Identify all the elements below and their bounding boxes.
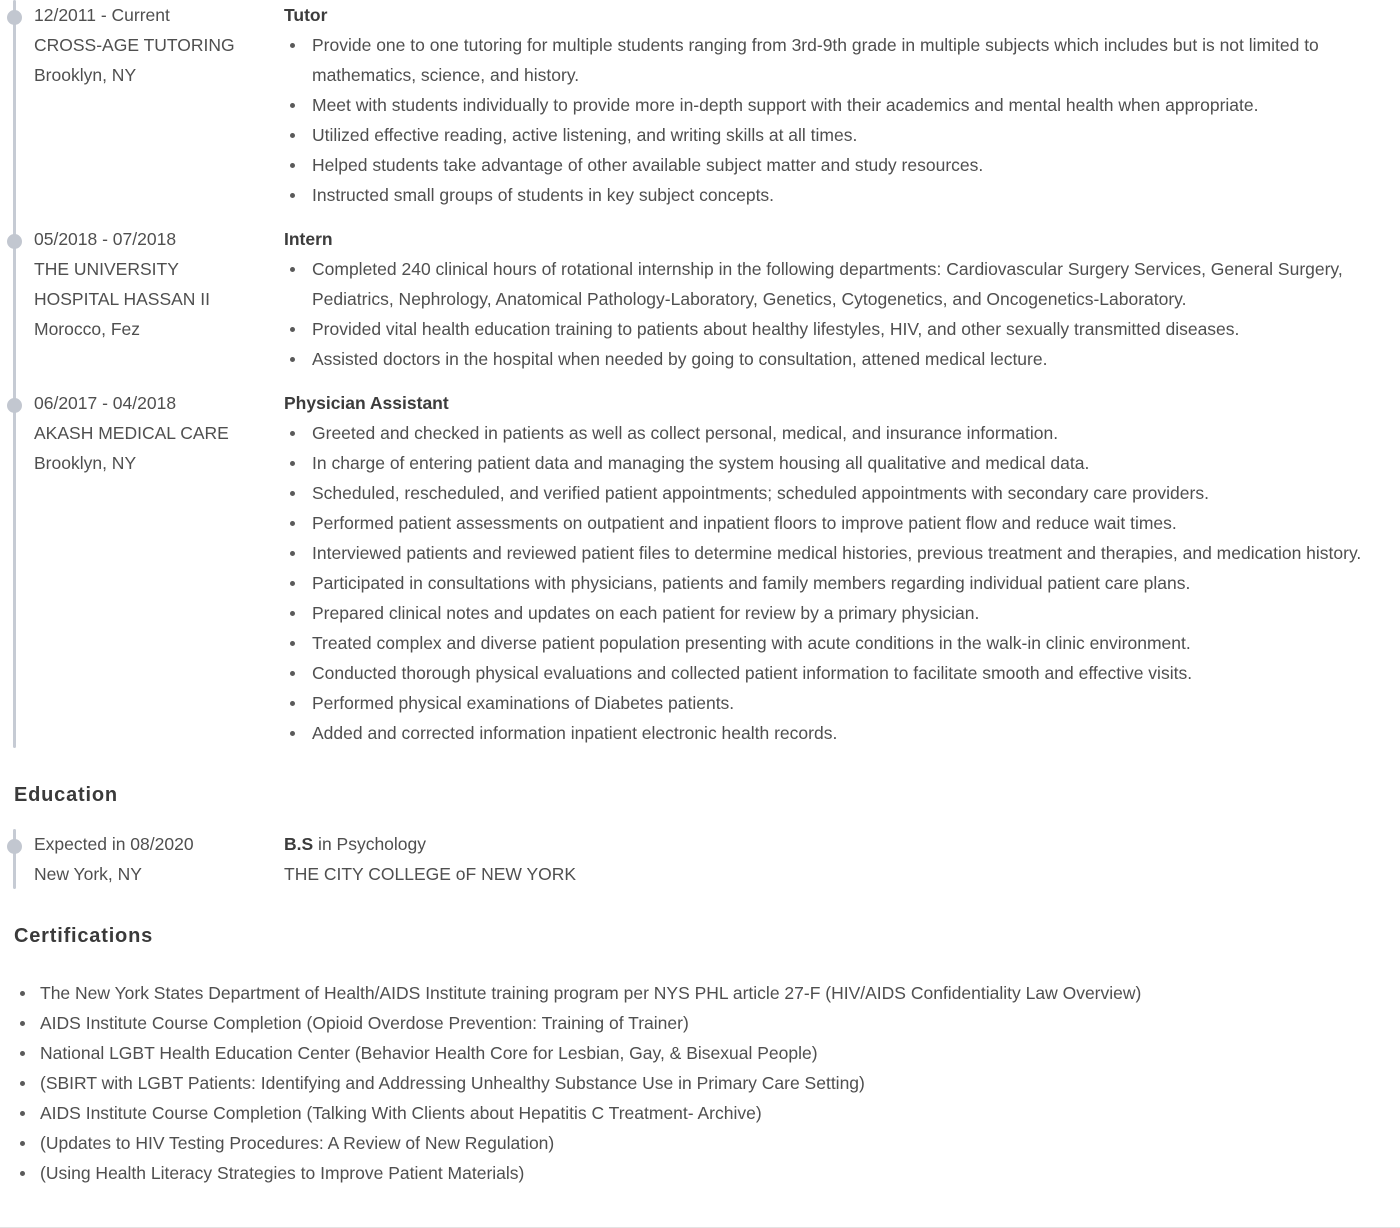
experience-duty-item: Completed 240 clinical hours of rotational internship in the following departments: Cardiovascular Surgery Services, General Surgery, Pediatrics, Nephrology, Anatomical Pathology-Laboratory, Genetics, Cytogenetics, and Oncogenetics-Laboratory. [284,254,1400,314]
certification-item: (Using Health Literacy Strategies to Improve Patient Materials) [14,1158,1400,1188]
education-degree-field: in Psychology [313,834,427,854]
education-entry [0,829,1400,889]
certifications-section [0,925,1400,1188]
experience-duty-list [284,254,1400,374]
education-degree-abbrev: B.S [284,834,314,854]
timeline-dot-icon [7,398,22,413]
experience-entry [0,388,1400,748]
experience-duty-item: Interviewed patients and reviewed patient files to determine medical histories, previous treatment and therapies, and medication history. [284,538,1400,568]
education-school: THE CITY COLLEGE oF NEW YORK [284,864,577,884]
certification-item: (Updates to HIV Testing Procedures: A Review of New Regulation) [14,1128,1400,1158]
experience-duty-list [284,418,1400,748]
education-entry-meta [34,829,284,889]
experience-duty-item: Greeted and checked in patients as well as collect personal, medical, and insurance information. [284,418,1400,448]
experience-entry-meta [34,388,284,478]
experience-dates: 12/2011 - Current [34,5,170,25]
timeline-dot-icon [7,234,22,249]
certifications-heading: Certifications [14,925,154,947]
experience-location: Brooklyn, NY [34,65,137,85]
experience-location: Morocco, Fez [34,319,140,339]
experience-duty-item: Provided vital health education training to patients about healthy lifestyles, HIV, and other sexually transmitted diseases. [284,314,1400,344]
experience-duty-list [284,30,1400,210]
experience-dates: 05/2018 - 07/2018 [34,229,177,249]
experience-entry-body [284,388,1400,748]
experience-entry-meta [34,224,284,344]
experience-duty-item: Prepared clinical notes and updates on each patient for review by a primary physician. [284,598,1400,628]
experience-company-cont: HOSPITAL HASSAN II [34,289,211,309]
experience-duty-item: Helped students take advantage of other available subject matter and study resources. [284,150,1400,180]
education-heading: Education [14,784,118,806]
experience-duty-item: Performed patient assessments on outpatient and inpatient floors to improve patient flow and reduce wait times. [284,508,1400,538]
experience-entry-meta [34,0,284,90]
experience-duty-item: Meet with students individually to provide more in-depth support with their academics and mental health when appropriate. [284,90,1400,120]
experience-duty-item: Participated in consultations with physicians, patients and family members regarding individual patient care plans. [284,568,1400,598]
experience-duty-item: Assisted doctors in the hospital when needed by going to consultation, attened medical lecture. [284,344,1400,374]
experience-job-title: Intern [284,229,333,249]
experience-entry [0,224,1400,388]
experience-entry-body [284,0,1400,210]
education-timeline [0,829,1400,889]
experience-duty-item: Performed physical examinations of Diabetes patients. [284,688,1400,718]
experience-job-title: Physician Assistant [284,393,449,413]
certification-item: National LGBT Health Education Center (Behavior Health Core for Lesbian, Gay, & Bisexual People) [14,1038,1400,1068]
experience-entry [0,0,1400,224]
experience-location: Brooklyn, NY [34,453,137,473]
certification-item: (SBIRT with LGBT Patients: Identifying and Addressing Unhealthy Substance Use in Primary Care Setting) [14,1068,1400,1098]
experience-company: AKASH MEDICAL CARE [34,423,229,443]
experience-job-title: Tutor [284,5,328,25]
experience-duty-item: Conducted thorough physical evaluations and collected patient information to facilitate smooth and effective visits. [284,658,1400,688]
experience-duty-item: Scheduled, rescheduled, and verified patient appointments; scheduled appointments with secondary care providers. [284,478,1400,508]
experience-duty-item: Instructed small groups of students in key subject concepts. [284,180,1400,210]
education-location: New York, NY [34,864,142,884]
education-degree [284,829,1400,859]
experience-duty-item: Treated complex and diverse patient population presenting with acute conditions in the walk-in clinic environment. [284,628,1400,658]
education-dates: Expected in 08/2020 [34,834,194,854]
experience-dates: 06/2017 - 04/2018 [34,393,177,413]
education-entry-body [284,829,1400,889]
timeline-dot-icon [7,839,22,854]
experience-company: CROSS-AGE TUTORING [34,35,235,55]
certification-item: AIDS Institute Course Completion (Opioid Overdose Prevention: Training of Trainer) [14,1008,1400,1038]
certification-item: AIDS Institute Course Completion (Talking With Clients about Hepatitis C Treatment- Archive) [14,1098,1400,1128]
experience-duty-item: In charge of entering patient data and managing the system housing all qualitative and medical data. [284,448,1400,478]
timeline-dot-icon [7,10,22,25]
certifications-list [0,978,1400,1188]
experience-entry-body [284,224,1400,374]
experience-duty-item: Utilized effective reading, active listening, and writing skills at all times. [284,120,1400,150]
experience-duty-item: Provide one to one tutoring for multiple students ranging from 3rd-9th grade in multiple subjects which includes but is not limited to mathematics, science, and history. [284,30,1400,90]
experience-company: THE UNIVERSITY [34,259,179,279]
education-section [0,784,1400,889]
experience-duty-item: Added and corrected information inpatient electronic health records. [284,718,1400,748]
certification-item: The New York States Department of Health/AIDS Institute training program per NYS PHL article 27-F (HIV/AIDS Confidentiality Law Overview) [14,978,1400,1008]
